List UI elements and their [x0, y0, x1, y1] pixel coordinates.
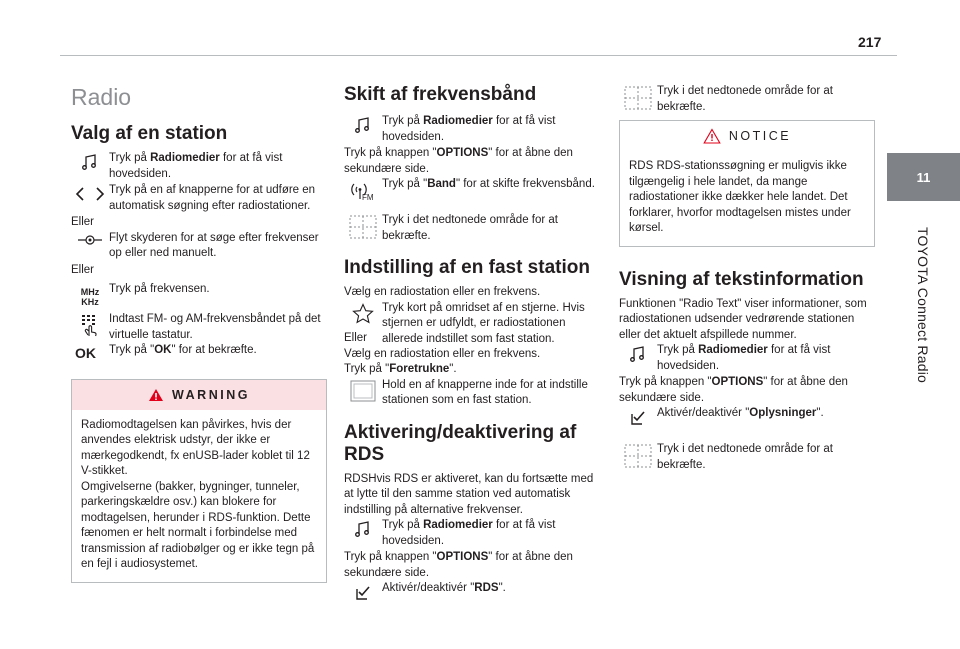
step-radiomedia: Tryk på Radiomedier for at få vist hovedsiden. [71, 151, 327, 183]
step-slider-text: Flyt skyderen for at søge efter frekvenser op eller ned manuelt. [109, 231, 319, 259]
ok-icon: OK [75, 344, 96, 361]
warning-triangle-icon [148, 388, 164, 402]
star-outline-icon [344, 301, 382, 333]
column-middle [344, 84, 602, 613]
confirm-step-text: Tryk i det nedtonede område for at bekræfte. [657, 85, 834, 113]
mhz-khz-icon: MHz KHz [80, 287, 100, 307]
preset-or: Eller [344, 332, 368, 344]
music-note-icon [344, 114, 382, 146]
preset-star-step [344, 301, 602, 348]
step-auto-search [71, 183, 327, 215]
band-step-confirm [344, 213, 602, 245]
step-keyboard: Indtast FM- og AM-frekvensbåndet på det virtuelle tastatur. Tryk på "OK" for at bekræfte. [71, 312, 327, 359]
heading-text-info: Visning af tekstinformation [619, 268, 864, 290]
rds-p1: RDSHvis RDS er aktiveret, kan du fortsætte med at lytte til den samme station ved automatisk indstilling på alternative frekvenser. [344, 472, 594, 516]
preset-hold-step [344, 378, 602, 410]
music-note-icon [71, 151, 109, 183]
dimmed-area-icon [619, 84, 657, 116]
or-text: Eller [71, 263, 95, 276]
notice-text: RDS RDS-stationssøgning er muligvis ikke tilgængelig i hele landet, da mange radiostationer ikke dækker hele landet. Det forklarer, hvorfor modtagelsen mistes under kørsel. [629, 160, 851, 234]
notice-triangle-icon [703, 128, 721, 144]
confirm-step [619, 84, 875, 116]
keypad-touch-icon [71, 312, 109, 344]
step-slider [71, 231, 327, 263]
band-step-radiomedia: Tryk på Radiomedier for at få vist hovedsiden. [344, 114, 602, 146]
text-info-toggle: Aktivér/deaktivér "Oplysninger". [619, 406, 875, 438]
checkbox-checked-icon [344, 581, 382, 613]
rds-step-radiomedia: Tryk på Radiomedier for at få vist hovedsiden. [344, 518, 602, 550]
preset-button-icon [344, 378, 382, 410]
preset-p4: Vælg en radiostation eller en frekvens. [344, 347, 541, 360]
preset-hold-text: Hold en af knapperne inde for at indstille stationen som en fast station. [382, 378, 588, 406]
step-frequency-text: Tryk på frekvensen. [109, 283, 210, 295]
chevron-left-right-icon [71, 183, 109, 215]
svg-text:FM: FM [362, 193, 374, 201]
band-step-options: Tryk på knappen "OPTIONS" for at åbne den sekundære side. [344, 147, 573, 175]
warning-header: WARNING [72, 380, 326, 410]
chapter-tab[interactable]: 11 [887, 153, 960, 201]
column-left [71, 84, 327, 583]
dimmed-area-icon [344, 213, 382, 245]
column-right [619, 84, 875, 474]
rds-step-options: Tryk på knappen "OPTIONS" for at åbne den sekundære side. [344, 551, 573, 579]
heading-band-switch: Skift af frekvensbånd [344, 84, 537, 105]
heading-station-select: Valg af en station [71, 123, 228, 144]
or-text: Eller [71, 216, 95, 228]
preset-favorites: Tryk på "Foretrukne". [344, 363, 457, 375]
text-info-options: Tryk på knappen "OPTIONS" for at åbne den sekundære side. [619, 376, 848, 404]
band-step-band: FM Tryk på "Band" for at skifte frekvensbånd. [344, 177, 602, 209]
warning-box [71, 379, 327, 583]
dimmed-area-icon [619, 442, 657, 474]
text-info-confirm-text: Tryk i det nedtonede område for at bekræfte. [657, 443, 834, 471]
text-info-confirm [619, 442, 875, 474]
warning-text: Radiomodtagelsen kan påvirkes, hvis der anvendes elektrisk udstyr, der ikke er mærkegodkendt, fx enUSB-lader koblet til 12 V-stikket. Omgivelserne (bakker, bygninger, tunneler, parkeringskældre osv.) kan blokere for modtagelsen, herunder i RDS-funktion. Dette fænomen er helt normalt i forbindelse med transmission af radiobølger og er ikke tegn på en fejl i audiosystemet. [81, 418, 315, 570]
chapter-label: TOYOTA Connect Radio [915, 227, 931, 383]
checkbox-checked-icon [619, 406, 657, 438]
page-number: 217 [858, 34, 882, 50]
chapter-label-vertical [912, 210, 934, 400]
preset-p1: Vælg en radiostation eller en frekvens. [344, 286, 541, 298]
heading-rds: Aktivering/deaktivering af RDS [344, 421, 577, 465]
rds-step-toggle: Aktivér/deaktivér "RDS". [344, 581, 602, 613]
slider-icon [71, 231, 109, 263]
text-info-p1: Funktionen "Radio Text" viser informationer, som radiostationen udsender vedrørende stationen eller det aktuelt afspillede nummer. [619, 297, 867, 341]
step-auto-search-text: Tryk på en af knapperne for at udføre en automatisk søgning efter radiostationer. [109, 184, 316, 212]
notice-box [619, 120, 875, 247]
heading-preset: Indstilling af en fast station [344, 257, 590, 278]
music-note-icon [344, 518, 382, 550]
fm-antenna-icon [344, 177, 382, 209]
music-note-icon [619, 343, 657, 375]
text-info-step-radiomedia: Tryk på Radiomedier for at få vist hovedsiden. [619, 343, 875, 375]
preset-star-text: Tryk kort på omridset af en stjerne. Hvis stjernen er udfyldt, er radiostationen allerede indstillet som fast station. [382, 301, 585, 345]
step-frequency [71, 282, 327, 310]
top-rule [60, 55, 897, 56]
notice-header: NOTICE [620, 121, 874, 151]
band-step-confirm-text: Tryk i det nedtonede område for at bekræfte. [382, 214, 559, 242]
section-title: Radio [71, 84, 132, 110]
